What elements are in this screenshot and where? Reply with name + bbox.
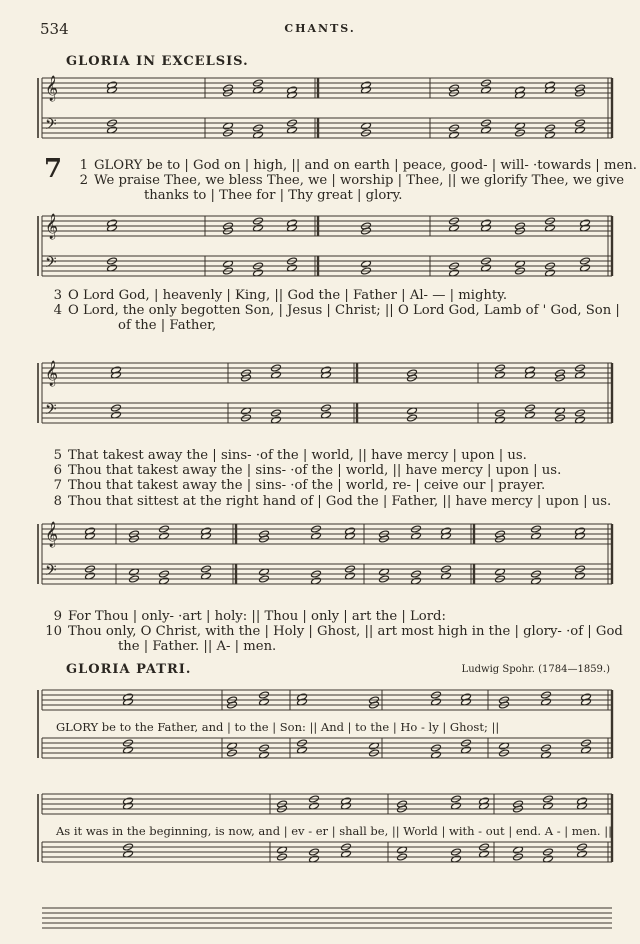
treble-clef: 𝄞 bbox=[45, 214, 59, 239]
verse-line bbox=[40, 609, 616, 624]
verse-number: 2 bbox=[79, 173, 88, 189]
verse-line bbox=[40, 288, 616, 303]
gloria-patri-title: GLORIA PATRI. bbox=[66, 662, 192, 677]
verse-line bbox=[40, 639, 616, 654]
underlay-text: GLORY be to the Father, and | to the | Son: || And | to the | Ho - ly | Ghost; || bbox=[56, 720, 500, 734]
verse-number: 8 bbox=[53, 493, 62, 509]
chant-number: 7 bbox=[44, 154, 63, 184]
verse-line bbox=[40, 463, 616, 478]
verse-number: 6 bbox=[53, 463, 62, 479]
verse-text: That takest away the | sins- ·of the | world, || have mercy | upon | us. bbox=[68, 448, 527, 463]
verse-text: of the | Father, bbox=[118, 318, 217, 334]
verse-group bbox=[40, 448, 616, 509]
verse-line bbox=[66, 158, 637, 173]
verse-text: Thou that takest away the | sins- ·of the | world, || have mercy | upon | us. bbox=[68, 463, 562, 479]
chant-title: GLORIA IN EXCELSIS. bbox=[66, 54, 249, 69]
verse-number: 9 bbox=[53, 609, 62, 624]
bass-clef: 𝄢 bbox=[45, 401, 57, 422]
verse-line bbox=[40, 494, 616, 509]
verse-number bbox=[66, 188, 94, 203]
verse-number: 5 bbox=[53, 448, 62, 463]
verse-line bbox=[40, 478, 616, 493]
verse-number: 7 bbox=[53, 478, 62, 494]
bass-clef: 𝄢 bbox=[45, 562, 57, 583]
bass-clef: 𝄢 bbox=[45, 254, 57, 275]
running-head: CHANTS. bbox=[284, 22, 356, 35]
treble-clef: 𝄞 bbox=[45, 76, 59, 101]
verse-text: O Lord God, | heavenly | King, || God the | Father | Al- — | mighty. bbox=[68, 288, 508, 303]
verse-line bbox=[66, 188, 616, 203]
verse-number: 3 bbox=[53, 288, 62, 303]
treble-clef: 𝄞 bbox=[45, 522, 59, 547]
verse-line bbox=[40, 303, 620, 319]
verse-line bbox=[40, 318, 616, 333]
treble-clef: 𝄞 bbox=[45, 361, 59, 386]
verse-group bbox=[66, 158, 637, 204]
verse-text: thanks to | Thee for | Thy great | glory. bbox=[144, 188, 403, 204]
composer-credit: Ludwig Spohr. (1784—1859.) bbox=[461, 664, 610, 675]
underlay-text: As it was in the beginning, is now, and | ev - er | shall be, || World | with - out | end. A - | men. || bbox=[56, 824, 612, 838]
verse-number: 4 bbox=[53, 303, 62, 319]
page-number: 534 bbox=[40, 20, 69, 38]
verse-text: For Thou | only- ·art | holy: || Thou | only | art the | Lord: bbox=[68, 609, 446, 624]
verse-number bbox=[40, 318, 68, 333]
verse-line bbox=[66, 173, 625, 189]
verse-number bbox=[40, 639, 68, 654]
verse-text: Thou only, O Christ, with the | Holy | Ghost, || art most high in the | glory- ·of | God bbox=[68, 624, 623, 640]
verse-text: We praise Thee, we bless Thee, we | worship | Thee, || we glorify Thee, we give bbox=[94, 173, 625, 189]
verse-number: 1 bbox=[79, 158, 88, 173]
verse-text: O Lord, the only begotten Son, | Jesus | Christ; || O Lord God, Lamb of ' God, Son | bbox=[68, 303, 620, 319]
verse-text: Thou that takest away the | sins- ·of the | world, re- | ceive our | prayer. bbox=[68, 478, 546, 494]
verse-text: GLORY be to | God on | high, || and on earth | peace, good- | will- ·towards | men. bbox=[94, 158, 637, 173]
verse-number: 10 bbox=[45, 624, 62, 640]
bass-clef: 𝄢 bbox=[45, 116, 57, 137]
verse-group bbox=[40, 288, 620, 334]
verse-text: Thou that sittest at the right hand of | God the | Father, || have mercy | upon | us. bbox=[68, 493, 612, 509]
verse-text: the | Father. || A- | men. bbox=[118, 639, 277, 655]
verse-group bbox=[40, 609, 623, 655]
verse-line bbox=[40, 624, 623, 640]
verse-line bbox=[40, 448, 616, 463]
